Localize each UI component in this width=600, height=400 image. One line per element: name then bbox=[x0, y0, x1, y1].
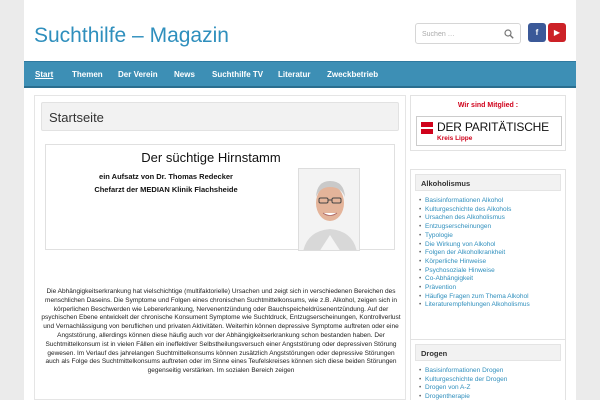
article-body-text: Die Abhängigkeitserkrankung hat vielschichtige (multifaktorielle) Ursachen und zeigt sich in verschiedenen Bereichen des menschlichen Daseins. Die Symptome und Folgen eines chronischen Suchtmittelkonsums, wie z.B. Alkohol, zeigen sich in körperlichen Beschwerden wie Lebererkrankung, Nervenentzündung oder Bauchspeicheldrüsenentzündung. Auf der psychischen Ebene entwickelt der chronische Konsument Symptome wie Suchtdruck, Entzugserscheinungen, Kontrollverlust und Vernachlässigung von beruflichen und privaten Aktivitäten. Weiterhin können depressive Symptome auftreten oder eine Angststörung, allerdings können diese häufig auch vor der Abhängigkeitserkrankung schon bestanden haben. Der Suchtmittelkonsum ist in vielen Fällen ein ineffektiver Selbstheilungsversuch einer Angststörung oder depressiven Störung gewesen. Im Verlauf des jahrelangen Suchtmittelkonsums können zusätzlich Angststörungen oder depressive Störungen auch als Folge des Suchtmittelkonsums auftreten oder im Sinne eines Teufelskreises können sich diese beiden Störungen gegenseitig verstärken. Im sozialen Bereich zeigen bbox=[41, 288, 401, 375]
nav-item-themen[interactable]: Themen bbox=[72, 70, 103, 79]
search-input[interactable] bbox=[422, 27, 502, 41]
list-item[interactable]: • Kulturgeschichte der Drogen bbox=[419, 376, 565, 385]
search-box[interactable] bbox=[415, 23, 521, 44]
list-item[interactable]: • Prävention bbox=[419, 284, 565, 293]
list-item[interactable]: • Psychosoziale Hinweise bbox=[419, 267, 565, 276]
paritaetische-logo[interactable] bbox=[416, 116, 562, 146]
search-icon[interactable] bbox=[504, 29, 514, 39]
site-title[interactable]: Suchthilfe – Magazin bbox=[34, 24, 229, 47]
list-item[interactable]: • Ursachen des Alkoholismus bbox=[419, 214, 565, 223]
nav-item-news[interactable]: News bbox=[174, 70, 195, 79]
nav-item-literatur[interactable]: Literatur bbox=[278, 70, 311, 79]
list-item[interactable]: • Typologie bbox=[419, 232, 565, 241]
alkoholismus-widget-title: Alkoholismus bbox=[421, 179, 471, 188]
article-author-line: ein Aufsatz von Dr. Thomas Redecker bbox=[99, 172, 233, 181]
member-widget-title: Wir sind Mitglied : bbox=[457, 102, 519, 109]
page-wrapper bbox=[24, 0, 576, 400]
paritaetische-logo-text: DER PARITÄTISCHE bbox=[437, 120, 549, 134]
nav-item-suchthilfe-tv[interactable]: Suchthilfe TV bbox=[212, 70, 264, 79]
list-item[interactable]: • Basisinformationen Drogen bbox=[419, 367, 565, 376]
widget-title-box bbox=[415, 344, 561, 361]
paritaetische-logo-icon bbox=[421, 122, 433, 134]
member-widget bbox=[410, 95, 566, 151]
list-item[interactable]: • Drogentherapie bbox=[419, 393, 565, 400]
page-title-box bbox=[41, 102, 399, 131]
main-content bbox=[34, 95, 406, 400]
drogen-widget bbox=[410, 339, 566, 400]
nav-item-zweckbetrieb[interactable]: Zweckbetrieb bbox=[327, 70, 379, 79]
nav-item-start[interactable]: Start bbox=[35, 70, 54, 79]
article-teaser[interactable] bbox=[45, 144, 395, 250]
alkoholismus-widget bbox=[410, 169, 566, 353]
list-item[interactable]: • Häufige Fragen zum Thema Alkohol bbox=[419, 293, 565, 302]
list-item[interactable]: • Basisinformationen Alkohol bbox=[419, 197, 565, 206]
portrait-image bbox=[299, 169, 360, 251]
paritaetische-logo-subtitle: Kreis Lippe bbox=[437, 135, 473, 142]
article-role-line: Chefarzt der MEDIAN Klinik Flachsheide bbox=[94, 185, 238, 194]
list-item[interactable]: • Literaturempfehlungen Alkoholismus bbox=[419, 301, 565, 310]
list-item[interactable]: • Die Wirkung von Alkohol bbox=[419, 241, 565, 250]
drogen-link-list bbox=[419, 367, 565, 400]
list-item[interactable]: • Folgen der Alkoholkrankheit bbox=[419, 249, 565, 258]
page-title: Startseite bbox=[49, 110, 104, 125]
list-item[interactable]: • Drogen von A-Z bbox=[419, 384, 565, 393]
widget-title-box bbox=[415, 174, 561, 191]
list-item[interactable]: • Kulturgeschichte des Alkohols bbox=[419, 206, 565, 215]
list-item[interactable]: • Co-Abhängigkeit bbox=[419, 275, 565, 284]
youtube-icon[interactable]: ▶ bbox=[548, 23, 566, 42]
article-headline[interactable]: Der süchtige Hirnstamm bbox=[141, 150, 281, 165]
facebook-icon[interactable]: f bbox=[528, 23, 546, 42]
alkoholismus-link-list bbox=[419, 197, 565, 310]
list-item[interactable]: • Körperliche Hinweise bbox=[419, 258, 565, 267]
nav-item-der-verein[interactable]: Der Verein bbox=[118, 70, 158, 79]
drogen-widget-title: Drogen bbox=[421, 349, 448, 358]
author-portrait bbox=[298, 168, 360, 251]
main-navigation bbox=[24, 61, 576, 88]
list-item[interactable]: • Entzugserscheinungen bbox=[419, 223, 565, 232]
